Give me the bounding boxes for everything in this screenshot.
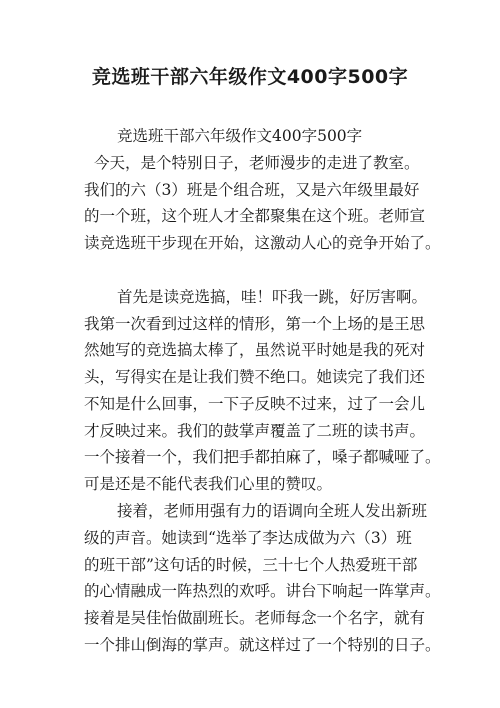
body-line: 头，写得实在是让我们赞不绝口。她读完了我们还 bbox=[84, 368, 426, 386]
body-line: 不知是什么回事，一下子反映不过来，过了一会儿 bbox=[84, 395, 426, 413]
body-line: 今天，是个特别日子，老师漫步的走进了教室。 bbox=[94, 154, 420, 172]
body-line: 然她写的竞选搞太棒了，虽然说平时她是我的死对 bbox=[84, 341, 426, 359]
body-line: 接着，老师用强有力的语调向全班人发出新班 bbox=[117, 502, 428, 520]
body-line: 级的声音。她读到“选举了李达成做为六（3）班 bbox=[84, 529, 412, 547]
page-title: 竞选班干部六年级作文400字500字 bbox=[91, 66, 409, 88]
body-line: 接着是吴佳怡做副班长。老师每念一个名字，就有 bbox=[84, 609, 426, 627]
body-line: 的心情融成一阵热烈的欢呼。讲台下响起一阵掌声。 bbox=[84, 582, 441, 600]
body-line: 可是还是不能代表我们心里的赞叹。 bbox=[84, 475, 333, 493]
body-line: 一个接着一个，我们把手都拍麻了，嗓子都喊哑了。 bbox=[84, 448, 441, 466]
subtitle-line: 竞选班干部六年级作文400字500字 bbox=[117, 127, 363, 145]
body-line: 首先是读竞选搞，哇！吓我一跳，好厉害啊。 bbox=[117, 288, 428, 306]
body-line: 的一个班，这个班人才全都聚集在这个班。老师宣 bbox=[84, 207, 426, 225]
body-line: 才反映过来。我们的鼓掌声覆盖了二班的读书声。 bbox=[84, 422, 426, 440]
body-line: 一个排山倒海的掌声。就这样过了一个特别的日子。 bbox=[84, 636, 441, 654]
body-line: 读竞选班干步现在开始，这激动人心的竞争开始了。 bbox=[84, 234, 441, 252]
body-line: 我第一次看到过这样的情形，第一个上场的是王思 bbox=[84, 315, 426, 333]
body-line: 的班干部”这句话的时候，三十七个人热爱班干部 bbox=[84, 556, 418, 574]
body-line: 我们的六（3）班是个组合班，又是六年级里最好 bbox=[84, 181, 420, 199]
